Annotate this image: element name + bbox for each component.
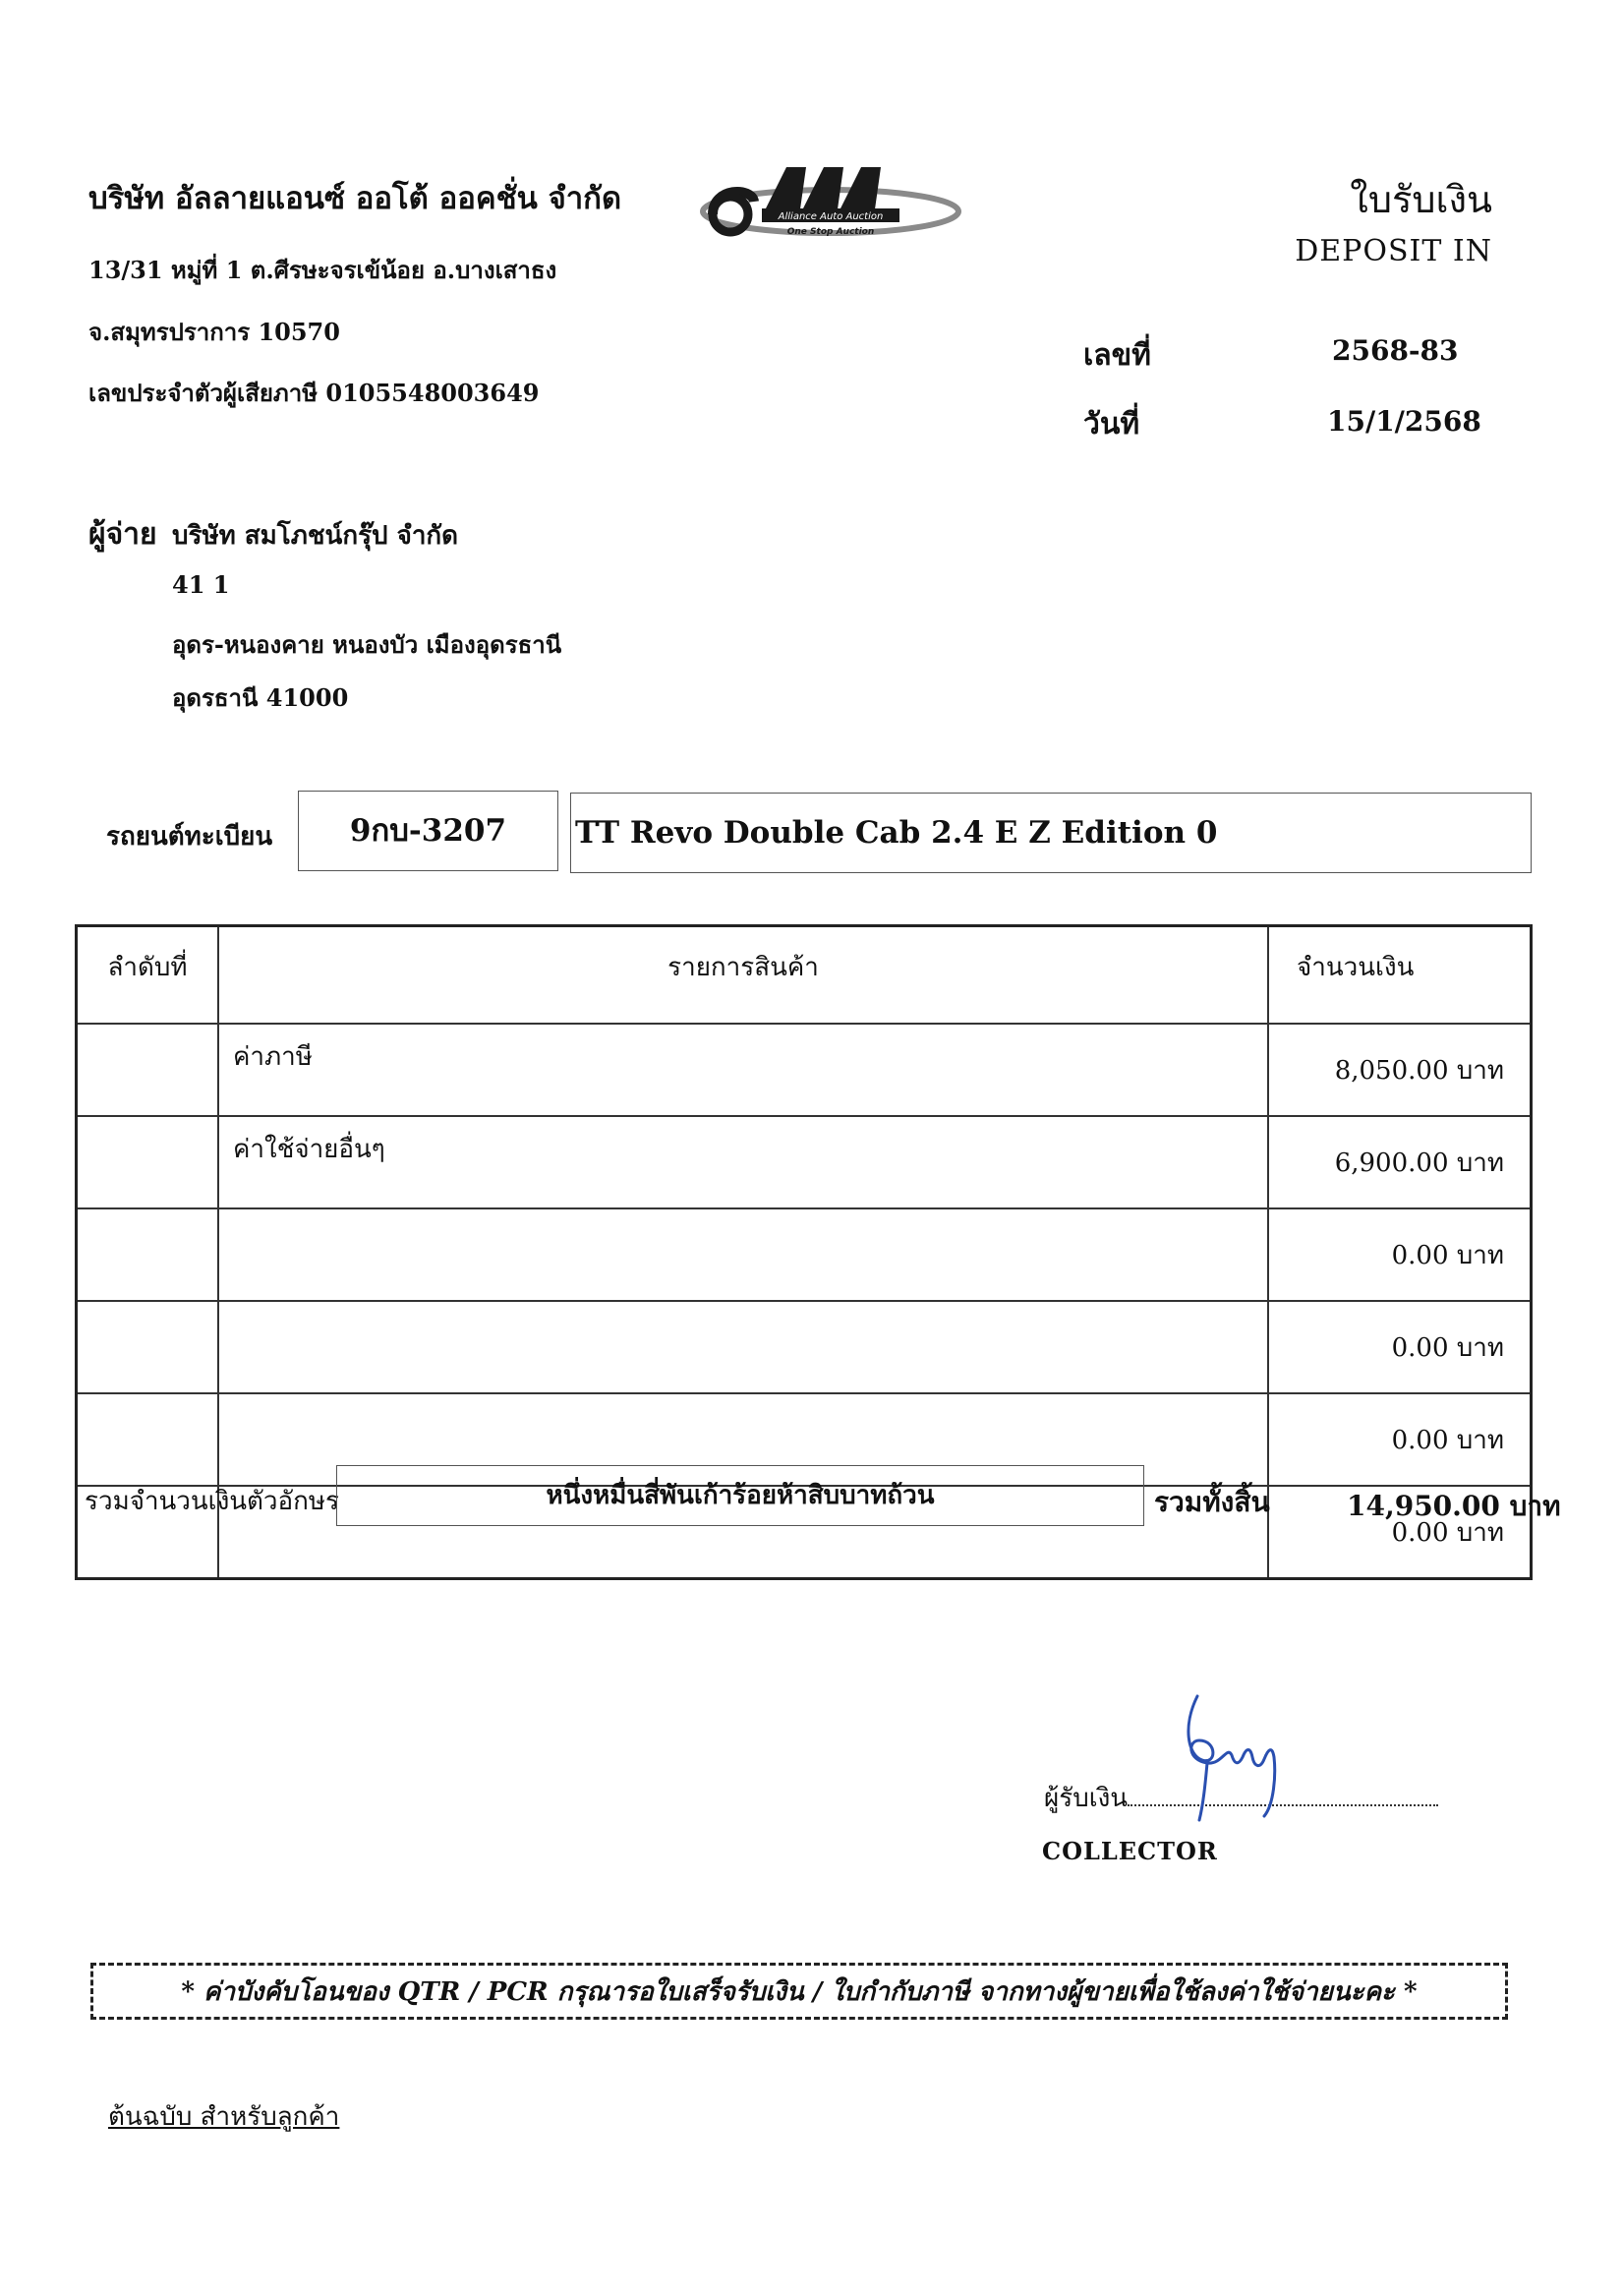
row-no (77, 1301, 219, 1393)
vehicle-label: รถยนต์ทะเบียน (106, 822, 273, 852)
row-no (77, 1393, 219, 1486)
document-number: 2568-83 (1332, 334, 1459, 367)
row-no (77, 1116, 219, 1208)
logo-slogan: One Stop Auction (786, 227, 875, 237)
vehicle-model-box (570, 793, 1532, 873)
header-amount: จำนวนเงิน (1268, 926, 1532, 1025)
row-item (218, 1208, 1268, 1301)
document-number-label: เลขที่ (1083, 338, 1151, 373)
row-amount: 8,050.00 บาท (1268, 1024, 1532, 1116)
total-label: รวมทั้งสิ้น (1154, 1486, 1270, 1518)
payer-label: ผู้จ่าย (88, 517, 157, 552)
vehicle-model: TT Revo Double Cab 2.4 E Z Edition 0 (575, 815, 1218, 851)
document-date: 15/1/2568 (1327, 405, 1481, 438)
row-amount: 0.00 บาท (1268, 1486, 1532, 1579)
collector-signature (1178, 1686, 1305, 1824)
table-row (77, 1024, 1532, 1116)
collector-title: COLLECTOR (1042, 1837, 1218, 1865)
note-box (90, 1963, 1508, 2020)
row-item (218, 1301, 1268, 1393)
vehicle-plate-box (298, 791, 558, 871)
table-row (77, 1208, 1532, 1301)
total-words-box (336, 1465, 1144, 1526)
header-no: ลำดับที่ (77, 926, 219, 1025)
document-date-label: วันที่ (1083, 407, 1140, 442)
payer-address-line2: อุดร-หนองคาย หนองบัว เมืองอุดรธานี (172, 630, 562, 659)
row-amount: 0.00 บาท (1268, 1208, 1532, 1301)
document-title-th: ใบรับเงิน (1350, 178, 1492, 221)
note-text: * ค่าบังคับโอนของ QTR / PCR กรุณารอใบเสร็จรับเงิน / ใบกำกับภาษี จากทางผู้ขายเพื่อใช้ลงค่าใช้จ่ายนะคะ * (181, 1977, 1418, 2007)
row-no (77, 1024, 219, 1116)
row-amount: 6,900.00 บาท (1268, 1116, 1532, 1208)
table-row (77, 1116, 1532, 1208)
header-item: รายการสินค้า (218, 926, 1268, 1025)
payer-address-line3: อุดรธานี 41000 (172, 683, 349, 712)
copy-note: ต้นฉบับ สำหรับลูกค้า (108, 2102, 340, 2132)
row-item: ค่าใช้จ่ายอื่นๆ (218, 1116, 1268, 1208)
company-address-line1: 13/31 หมู่ที่ 1 ต.ศีรษะจรเข้น้อย อ.บางเสาธง (88, 256, 557, 284)
row-item: ค่าภาษี (218, 1024, 1268, 1116)
row-amount: 0.00 บาท (1268, 1393, 1532, 1486)
company-name: บริษัท อัลลายแอนซ์ ออโต้ ออคชั่น จำกัด (88, 181, 622, 216)
payer-name: บริษัท สมโภชน์กรุ๊ป จำกัด (172, 521, 459, 551)
collector-label: ผู้รับเงิน (1044, 1784, 1129, 1813)
company-tax-id: เลขประจำตัวผู้เสียภาษี 0105548003649 (88, 379, 540, 407)
payer-address-line1: 41 1 (172, 570, 230, 599)
total-amount: 14,950.00 บาท (1347, 1490, 1561, 1522)
row-no (77, 1208, 219, 1301)
company-address-line2: จ.สมุทรปราการ 10570 (88, 318, 340, 346)
vehicle-plate: 9กบ-3207 (349, 813, 507, 849)
total-words: หนึ่งหมื่นสี่พันเก้าร้อยห้าสิบบาทถ้วน (546, 1481, 935, 1510)
document-title-en: DEPOSIT IN (1295, 234, 1492, 268)
row-amount: 0.00 บาท (1268, 1301, 1532, 1393)
company-logo (683, 157, 978, 256)
table-header-row (77, 926, 1532, 1025)
total-words-label: รวมจำนวนเงินตัวอักษร (85, 1487, 339, 1516)
table-row (77, 1301, 1532, 1393)
logo-tagline: Alliance Auto Auction (778, 211, 884, 222)
